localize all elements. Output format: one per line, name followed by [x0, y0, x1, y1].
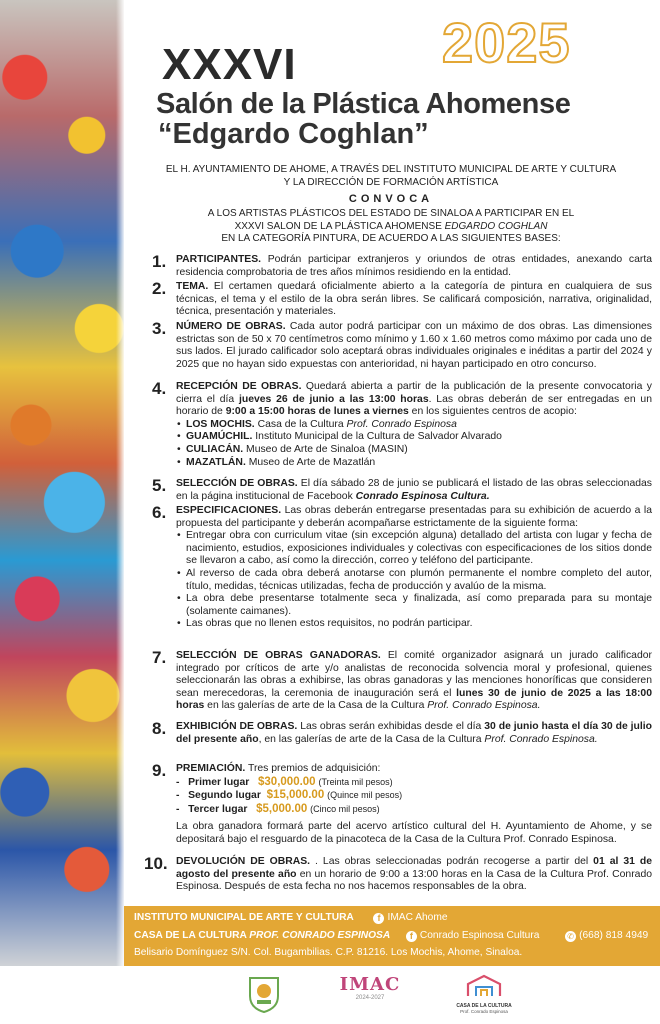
abstract-painting-strip [0, 0, 124, 966]
casa-logo-sub: Prof. Conrado Espinosa [460, 1009, 508, 1014]
facebook-icon: f [373, 913, 384, 924]
intro-line-2: Y LA DIRECCIÓN DE FORMACIÓN ARTÍSTICA [283, 176, 499, 188]
venue-name: Prof. Conrado Espinosa. [427, 700, 541, 712]
prize-label: Primer lugar [188, 776, 250, 788]
center-place: Instituto Municipal de la Cultura de Salvador Alvarado [252, 431, 502, 443]
schedule: 9:00 a 15:00 horas de lunes a viernes [225, 406, 409, 418]
salon-title: Salón de la Plástica Ahomense [156, 88, 571, 120]
institute-name: INSTITUTO MUNICIPAL DE ARTE Y CULTURA [134, 912, 354, 923]
prize-label: Tercer lugar [188, 803, 248, 815]
facebook-link-imac[interactable]: IMAC Ahome [387, 912, 448, 923]
base-text [176, 763, 652, 847]
centers-list [176, 419, 652, 469]
list-item: • Las obras que no llenen estos requisitos, no podrán participar. [176, 618, 652, 631]
list-item: • La obra debe presentarse totalmente seca y finalizada, así como preparada para su montaje (solamente caimanes). [176, 593, 652, 618]
list-item [176, 457, 652, 470]
prize-row: - Primer lugar $30,000.00 (Treinta mil pesos) [176, 775, 393, 788]
intro-line-1: EL H. AYUNTAMIENTO DE AHOME, A TRAVÉS DEL INSTITUTO MUNICIPAL DE ARTE Y CULTURA [165, 164, 617, 175]
base-body-3: en los siguientes centros de acopio: [408, 406, 577, 418]
list-item [176, 419, 652, 432]
base-body: El día sábado 28 de junio se publicará el listado de las obras seleccionadas en la página institucional de Facebook [176, 478, 652, 502]
year-title: 2025 [442, 11, 571, 74]
requirements-list [176, 530, 652, 631]
prize-amount: $30,000.00 [258, 775, 316, 788]
base-body-2: , en las galerías de arte de la Casa de la Cultura [258, 733, 485, 745]
venue-name: Prof. Conrado Espinosa. [484, 733, 598, 745]
footer-row-2 [134, 930, 648, 942]
facebook-icon: f [406, 931, 417, 942]
ahome-shield-logo [246, 974, 282, 1014]
base-body: . Las obras seleccionadas podrán recogerse a partir del [310, 856, 594, 867]
edition-title: XXXVI [162, 40, 297, 89]
base-number: 7. [152, 648, 167, 667]
base-number: 5. [152, 476, 167, 495]
call-block [130, 208, 652, 246]
base-text [176, 254, 652, 279]
base-body: El comité organizador asignará un jurado calificador integrado por críticos de arte y/o analistas de reconocida solvencia moral y profesional, quienes seleccionarán las obras a exhibirse, las obras ganadoras y las menciones honoríficas que consideren sean merecedoras, la ceremonia de inauguración será el [176, 650, 652, 699]
base-number: 4. [152, 379, 167, 398]
base-text [176, 505, 652, 631]
house-icon [464, 974, 504, 998]
return-dates: 01 al 31 de agosto del presente año [176, 856, 652, 880]
base-text [176, 381, 652, 469]
facebook-page-name: Conrado Espinosa Cultura. [355, 490, 490, 502]
prize-words: (Cinco mil pesos) [310, 803, 380, 814]
base-body: El certamen quedará oficialmente abierto a la categoría de pintura en cualquiera de sus técnicas, el tema y el estilo de la obra serán libres. Se calificará composición, narrativa, originalidad, técnica, presentación y materiales. [176, 281, 652, 318]
center-place: Museo de Arte de Mazatlán [245, 456, 376, 468]
base-heading: PARTICIPANTES. [176, 254, 262, 265]
center-place: Museo de Arte de Sinaloa (MASIN) [243, 443, 408, 455]
center-city: GUAMÚCHIL. [186, 431, 253, 443]
phone-icon: ✆ [565, 931, 576, 942]
casa-logo-label: CASA DE LA CULTURA [456, 1003, 512, 1009]
casa-cultura-logo [454, 974, 514, 1014]
base-number: 10. [144, 854, 168, 873]
call-line-2 [130, 221, 652, 234]
base-body-2: en un horario de 9:00 a 13:00 horas en la Casa de la Cultura Prof. Conrado Espinosa. Después de esta fecha no nos hacemos responsables de la obra. [176, 868, 652, 893]
facebook-link-casa[interactable]: Conrado Espinosa Cultura [419, 930, 540, 941]
convoca-heading: CONVOCA [348, 193, 434, 205]
base-text [176, 321, 652, 371]
base-heading: EXHIBICIÓN DE OBRAS. [176, 721, 298, 732]
salon-subtitle: “Edgardo Coghlan” [158, 118, 429, 150]
prize-label: Segundo lugar [188, 790, 261, 802]
center-city: CULIACÁN. [186, 443, 244, 455]
base-body: Cada autor podrá participar con un máximo de dos obras. Las dimensiones estrictas son de 50 x 70 centímetros como mínimo y 1.60 x 1.60 metros como máximo por cada uno de sus lados. El jurado calificador solo aceptará obras individuales originales e inéditas a partir del 2024 y 2025 que no hayan sido expuestas con anterioridad, ni hayan participado en otro concurso. [176, 321, 652, 370]
prize-words: (Quince mil pesos) [327, 790, 403, 801]
footer-row-1 [134, 912, 448, 924]
exhibition-dates: 30 de junio hasta el día 30 de julio del presente año [176, 721, 653, 745]
prize-amount: $15,000.00 [266, 789, 325, 802]
center-city: LOS MOCHIS. [186, 418, 255, 430]
base-body: Quedará abierta a partir de la publicación de la presente convocatoria y cierra el día [176, 381, 652, 405]
base-heading: RECEPCIÓN DE OBRAS. [176, 381, 302, 392]
imac-logo [330, 974, 410, 1014]
base-number: 1. [152, 252, 167, 271]
center-place: Casa de la Cultura [254, 418, 347, 430]
imac-logo-years: 2024-2027 [355, 995, 385, 1001]
base-heading: DEVOLUCIÓN DE OBRAS. [176, 856, 311, 867]
casa-name-prof: PROF. CONRADO ESPINOSA [249, 930, 391, 941]
intro-block [130, 164, 652, 189]
base-number: 2. [152, 279, 167, 298]
prize-amount: $5,000.00 [256, 802, 308, 815]
base-body-2: . Las obras deberán de ser entregadas en un horario de [176, 393, 652, 418]
imac-logo-text: IMAC [339, 974, 401, 995]
list-item [176, 444, 652, 457]
prize-closing: La obra ganadora formará parte del acervo artístico cultural del H. Ayuntamiento de Ahome, y se depositará bajo el resguardo de la pinacoteca de la Casa de la Cultura Prof. Conrado Espinosa. [176, 821, 652, 845]
base-text [176, 281, 652, 319]
footer-band [124, 906, 660, 966]
base-heading: TEMA. [176, 281, 209, 292]
list-item: • Al reverso de cada obra deberá anotarse con plumón permanente el nombre completo del autor, título, medidas, técnicas utilizadas, fecha de producción y avalúo de la misma. [176, 568, 652, 593]
base-body: Las obras serán exhibidas desde el día [297, 721, 485, 732]
list-item: • Entregar obra con curriculum vitae (sin excepción alguna) detallado del artista con lugar y fecha de nacimiento, estudios, exposiciones individuales y colectivas con especificaciones de los sitios donde se llevaron a cabo, así como la dirección, correo y teléfono del participante. [176, 530, 652, 568]
logos-row [124, 974, 660, 1020]
base-heading: NÚMERO DE OBRAS. [176, 321, 286, 332]
base-text [176, 650, 652, 713]
footer-address: Belisario Domínguez S/N. Col. Bugambilias. C.P. 81216. Los Mochis, Ahome, Sinaloa. [134, 947, 523, 958]
base-heading: PREMIACIÓN. [176, 763, 246, 774]
call-line-2-name: EDGARDO COGHLAN [444, 220, 548, 232]
base-body-2: en las galerías de arte de la Casa de la Cultura [204, 700, 428, 712]
casa-name: CASA DE LA CULTURA [134, 930, 250, 941]
base-heading: SELECCIÓN DE OBRAS. [176, 478, 298, 489]
list-item [176, 431, 652, 444]
prize-words: (Treinta mil pesos) [318, 776, 393, 787]
base-text [176, 721, 652, 746]
base-body: Tres premios de adquisición: [245, 763, 381, 774]
prize-row: - Tercer lugar $5,000.00 (Cinco mil pesos) [176, 802, 380, 815]
phone-number[interactable]: (668) 818 4949 [579, 930, 649, 941]
center-city: MAZATLÁN. [186, 456, 246, 468]
base-heading: SELECCIÓN DE OBRAS GANADORAS. [176, 650, 381, 661]
center-place-name: Prof. Conrado Espinosa [346, 418, 457, 430]
call-line-3: EN LA CATEGORÍA PINTURA, DE ACUERDO A LAS SIGUIENTES BASES: [221, 233, 561, 244]
base-text [176, 856, 652, 894]
base-number: 6. [152, 503, 167, 522]
base-body: Las obras deberán entregarse presentadas para su exhibición de acuerdo a la propuesta del participante y deberán acompañarse estrictamente de la siguiente forma: [176, 505, 652, 529]
base-heading: ESPECIFICACIONES. [176, 505, 282, 516]
call-line-2-text: XXXVI SALON DE LA PLÁSTICA AHOMENSE [234, 220, 445, 232]
base-number: 9. [152, 761, 167, 780]
base-text [176, 478, 652, 503]
ceremony-date: lunes 30 de junio de 2025 a las 18:00 horas [176, 687, 652, 712]
call-line-1: A LOS ARTISTAS PLÁSTICOS DEL ESTADO DE SINALOA A PARTICIPAR EN EL [207, 208, 575, 219]
base-number: 3. [152, 319, 167, 338]
base-body: Podrán participar extranjeros y oriundos de otras entidades, anexando carta residencia comprobatoria de tres años mínimos residiendo en la entidad. [176, 254, 652, 278]
deadline: jueves 26 de junio a las 13:00 horas [238, 393, 429, 405]
prize-row: - Segundo lugar $15,000.00 (Quince mil pesos) [176, 789, 403, 802]
base-number: 8. [152, 719, 167, 738]
